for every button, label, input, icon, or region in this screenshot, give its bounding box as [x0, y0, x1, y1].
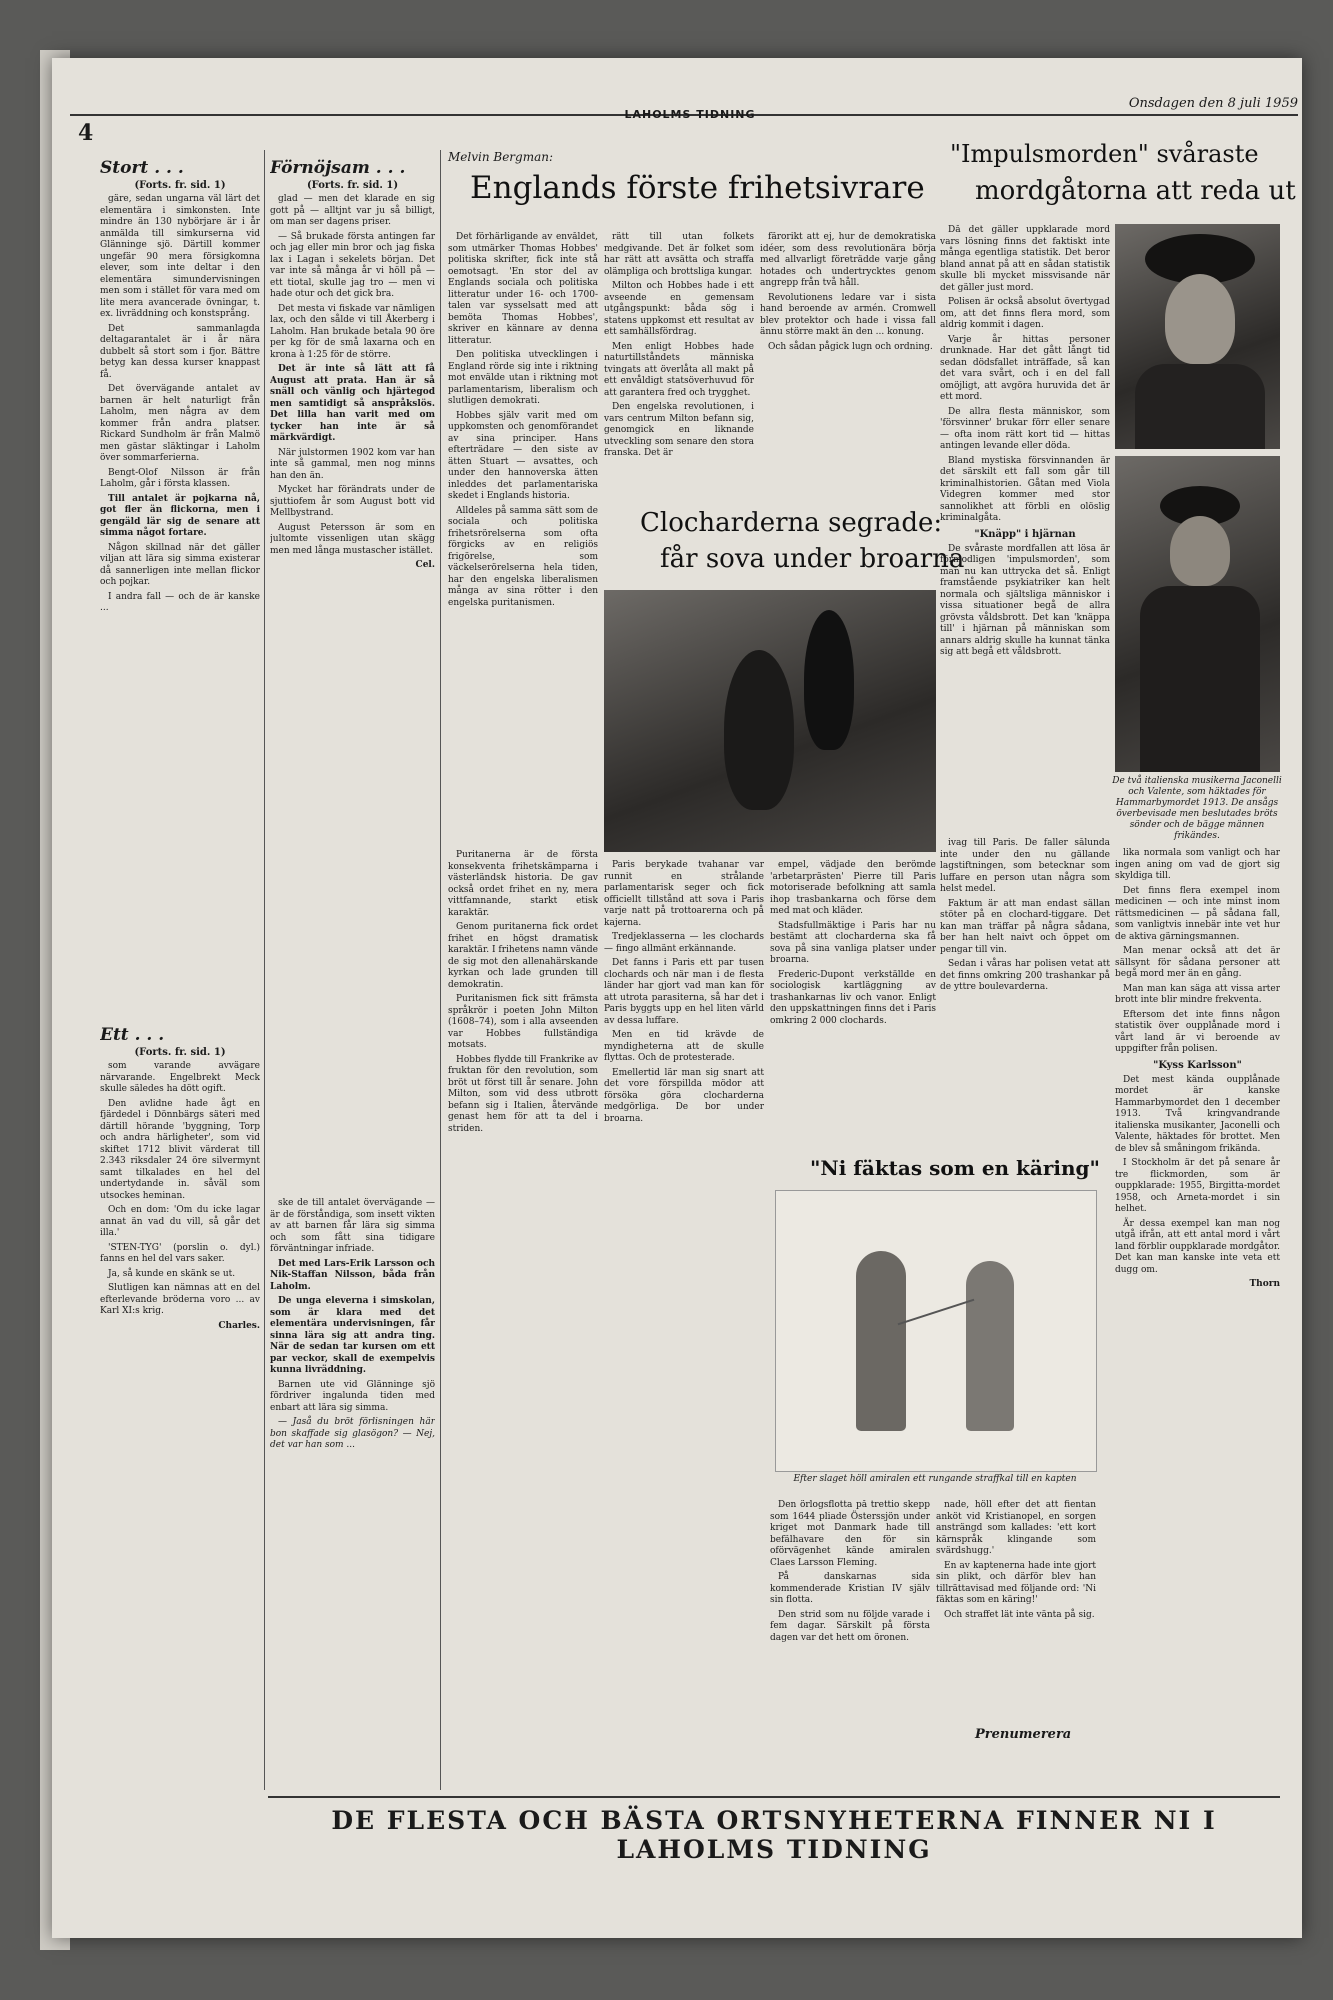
article-england-col2 — [604, 232, 754, 482]
paragraph: Den strid som nu följde varade i fem dagar. Särskilt på första dagen var det hett om öronen. — [770, 1609, 930, 1643]
paragraph: Genom puritanerna fick ordet frihet en högst dramatisk karaktär. I frihetens namn vände de sig mot den allenahärskande kyrkan och lade grunden till demokratin. — [448, 922, 598, 990]
paragraph: Alldeles på samma sätt som de sociala och politiska frihetsrörelserna som ofta förgicks av en religiös frigörelse, som väckelserörelserna hela tiden, har den engelska liberalismen många av sina rötter i den engelska puritanismen. — [448, 505, 598, 608]
paragraph: Faktum är att man endast sällan stöter på en clochard-tiggare. Det kan man träffar på några sådana, ber han helt naivt och öppet om pengar till vin. — [940, 898, 1110, 955]
paragraph: — Jaså du bröt förlisningen här bon skaffade sig glasögon? — Nej, det var han som ... — [270, 1417, 435, 1450]
paragraph: Tredjeklasserna — les clochards — fingo allmänt erkännande. — [604, 932, 764, 954]
paragraph: De unga eleverna i simskolan, som är klara med det elementära undervisningen, får sinna lära sig att andra ting. När de sedan tar kursen om ett par veckor, skall de exempelvis kunna livräddning. — [270, 1296, 435, 1375]
paragraph: Sedan i våras har polisen vetat att det finns omkring 200 trashankar på de yttre boulevarderna. — [940, 959, 1110, 992]
article-clochard-col2 — [770, 860, 936, 1140]
continued-note: (Forts. fr. sid. 1) — [134, 1047, 226, 1058]
paragraph: Och en dom: 'Om du icke lagar annat än vad du vill, så går det illa.' — [100, 1205, 260, 1238]
headline-fight: "Ni fäktas som en käring" — [810, 1156, 1100, 1180]
signature: I andra fall — och de är kanske ... — [100, 591, 260, 613]
paragraph: De allra flesta människor, som 'försvinner' brukar förr eller senare — ofta inom rätt kort tid — hittas antingen levande eller döda. — [940, 406, 1110, 451]
continued-note: (Forts. fr. sid. 1) — [134, 180, 226, 191]
paragraph: Varje år hittas personer drunknade. Har det gått långt tid sedan dödsfallet inträffade, så kan det vara svårt, och i en del fall omöjligt, att avgöra huruvida det är ett mord. — [940, 334, 1110, 402]
paragraph: Revolutionens ledare var i sista hand beroende av armén. Cromwell blev protektor och hade i vissa fall ännu större makt än den ... konung. — [760, 292, 936, 337]
sword-fight-illustration — [775, 1190, 1097, 1472]
paragraph: Slutligen kan nämnas att en del efterlevande bröderna voro ... av Karl XI:s krig. — [100, 1283, 260, 1316]
paragraph: På danskarnas sida kommenderade Kristian IV själv sin flotta. — [770, 1572, 930, 1605]
paragraph: De svåraste mordfallen att lösa är förmodligen 'impulsmorden', som man nu kan uttrycka det så. Enligt framstående psykiatriker kan helt normala och själtsliga människor i vissa situationer begå de allra grövsta våldsbrott. Det kan 'knäppa till' i hjärnan på människan som annars aldrig skulle ha kunnat tänka sig att begå ett våldsbrott. — [940, 543, 1110, 657]
article-england-col1 — [448, 232, 598, 844]
article-fight-col1 — [770, 1500, 930, 1785]
paragraph: Det sammanlagda deltagarantalet är i år nära dubbelt så stort som i fjor. Bättre betyg kan dessa kurser knappast få. — [100, 323, 260, 380]
paragraph: Och sådan pågick lugn och ordning. — [768, 341, 933, 352]
coat — [1140, 586, 1260, 772]
paragraph: Den engelska revolutionen, i vars centrum Milton befann sig, genomgick en liknande utveckling som senare den stora franska. Det är — [604, 402, 754, 458]
paragraph: En av kaptenerna hade inte gjort sin plikt, och därför blev han tillrättavisad med följande ord: 'Ni fäktas som en käring!' — [936, 1560, 1096, 1605]
kicker-stort: Stort . . . — [100, 158, 184, 178]
paragraph: Då det gäller uppklarade mord vars lösning finns det faktiskt inte många egentliga statistik. Det beror bland annat på att en sådan statistik skulle bli mycket missvisande när det gäller just mord. — [940, 225, 1110, 293]
subhead-knapp: "Knäpp" i hjärnan — [974, 528, 1076, 540]
continued-note: (Forts. fr. sid. 1) — [306, 180, 399, 191]
face — [1170, 516, 1230, 586]
fighter-left — [856, 1251, 906, 1431]
paragraph: färorikt att ej, hur de demokratiska idéer, som dess revolutionära börja med allvarligt företrädde varje gång hotades och undertrycktes genom angrepp från två håll. — [760, 232, 936, 288]
article-mord-col3 — [1115, 848, 1280, 1788]
paragraph: Det mesta vi fiskade var nämligen lax, och den sålde vi till Åkerberg i Laholm. Han brukade betala 90 öre per kg för de små laxarna och en krona à 1:25 för de större. — [270, 303, 435, 360]
paragraph: Frederic-Dupont verkställde en sociologisk kartläggning av trashankarnas liv och vanor. Enligt den uppskattningen finns det i Paris omkring 2 000 clochards. — [770, 969, 936, 1026]
paragraph: Ja, så kunde en skänk se ut. — [108, 1268, 236, 1279]
date-line: Onsdagen den 8 juli 1959 — [1128, 96, 1298, 111]
signature: Cel. — [415, 560, 435, 570]
paragraph: Det övervägande antalet av barnen är helt naturligt från Laholm, men några av dem kommer från andra platser. Rickard Sundholm är från Malmö men gästar släktingar i Laholm över sommarferierna. — [100, 384, 260, 463]
paragraph: Bengt-Olof Nilsson är från Laholm, går i första klassen. — [100, 467, 260, 489]
sword — [898, 1299, 975, 1326]
paragraph: Det mest kända oupplånade mordet är kanske Hammarbymordet den 1 december 1913. Två kringvandrande italienska musikanter, Jaconelli och Valente, häktades för brottet. Men de blev så småningom frikända. — [1115, 1074, 1280, 1154]
paragraph: Det med Lars-Erik Larsson och Nik-Staffan Nilsson, båda från Laholm. — [270, 1258, 435, 1292]
page-number: 4 — [78, 120, 94, 146]
paragraph: Barnen ute vid Glänninge sjö fördriver ingalunda tiden med enbart att lära sig simma. — [270, 1379, 435, 1413]
article-england-col3 — [760, 232, 936, 482]
article-clochard-col1 — [604, 860, 764, 1780]
clochard-photo — [604, 590, 936, 852]
headline-clochard-1: Clocharderna segrade: — [640, 508, 943, 538]
paragraph: ske de till antalet övervägande — är de förståndiga, som insett vikten av att barnen får lära sig simma och som fått sina tidigare förväntningar infriade. — [270, 1198, 435, 1254]
clochard-figure — [724, 650, 794, 810]
paragraph: Paris berykade tvahanar var runnit en strålande parlamentarisk seger och fick officiellt tillstånd att sova i Paris varje natt på trottoarerna och på kajerna. — [604, 860, 764, 928]
paragraph: Milton och Hobbes hade i ett avseende en gemensam utgångspunkt: båda sög i statens uppkomst ett resultat av ett samhällsfördrag. — [604, 281, 754, 337]
paragraph: nade, höll efter det att fientan anköt vid Kristianopel, en sorgen ansträngd som kallades: 'ett kort kärnspråk klingande som svärdshugg.' — [936, 1500, 1096, 1556]
paragraph: empel, vädjade den berömde 'arbetarprästen' Pierre till Paris motoriserade befolkning att samla ihop trasbankarna och förse dem med mat och kläder. — [770, 860, 936, 916]
byline: Melvin Bergman: — [448, 150, 554, 164]
standing-figure — [804, 610, 854, 750]
paragraph: Hobbes själv varit med om uppkomsten och genomförandet av sina principer. Hans efterträdare — den siste av ätten Stuart — avsattes, och under den hannoverska ätten inleddes det parlamentariska skedet i Englands historia. — [448, 410, 598, 501]
article-mord-col2 — [940, 838, 1110, 1148]
column-rule — [264, 150, 265, 1790]
paragraph: Någon skillnad när det gäller viljan att lära sig simma existerar då sannerligen inte mellan flickor och pojkar. — [100, 542, 260, 587]
paragraph: Men en tid krävde de myndigheterna att de skulle flyttas. Och de protesterade. — [604, 1030, 764, 1063]
subhead-kyss: "Kyss Karlsson" — [1153, 1059, 1242, 1071]
paragraph: glad — men det klarade en sig gott på — alltjnt var ju så billigt, om man ser dagens priser. — [270, 194, 435, 227]
article-england-col1-cont — [448, 850, 598, 1790]
kicker-ett: Ett . . . — [100, 1025, 165, 1045]
portrait-photo-1 — [1115, 224, 1280, 449]
paragraph: Det fanns i Paris ett par tusen clochards och när man i de flesta länder har gjort vad man kan för att utrota parasiterna, så har det i Paris byggts upp en hel liten värld av dessa luffare. — [604, 958, 764, 1026]
illustration-caption: Efter slaget höll amiralen ett rungande straffkal till en kapten — [793, 1474, 1077, 1484]
paragraph: Man menar också att det är sällsynt för sådana personer att begå mord mer än en gång. — [1115, 946, 1280, 979]
paragraph: — Så brukade första antingen far och jag eller min bror och jag fiska lax i Lagan i sekelets början. Det var inte så många år vi höll på — ett tiotal, skulle jag tro — men vi hade otur och det gick bra. — [270, 231, 435, 299]
signature: Thorn — [1249, 1279, 1280, 1289]
paragraph: Den örlogsflotta på trettio skepp som 1644 pliade Österssjön under kriget mot Danmark hade till befälhavare den för sin oförvägenhet kände amiralen Claes Larsson Fleming. — [770, 1500, 930, 1568]
masthead: LAHOLMS TIDNING — [624, 108, 756, 121]
headline-mord-1: "Impulsmorden" svåraste — [950, 140, 1259, 168]
paragraph: rätt till utan folkets medgivande. Det är folket som har rätt att avsätta och straffa olämpliga och brottsliga kungar. — [604, 232, 754, 277]
paragraph: Mycket har förändrats under de sjuttiofem år som August bott vid Mellbystrand. — [270, 485, 435, 518]
coat — [1135, 364, 1265, 449]
article-fight-col2 — [936, 1500, 1096, 1720]
article-fornojsam — [270, 158, 435, 1178]
fighter-right — [966, 1261, 1014, 1431]
paragraph: 'STEN-TYG' (porslin o. dyl.) fanns en hel del vars saker. — [100, 1242, 260, 1264]
article-stort — [100, 158, 260, 998]
headline-clochard-2: får sova under broarna — [660, 544, 965, 574]
portrait-caption: De två italienska musikerna Jaconelli och Valente, som häktades för Hammarbymordet 1913. De ansågs överbevisade men beslutades bröts sönder och de bägge männen frikändes. — [1112, 776, 1282, 841]
paragraph: Puritanismen fick sitt främsta språkrör i poeten John Milton (1608–74), som i alla avseenden var Hobbes fullständiga motsats. — [448, 994, 598, 1050]
paragraph: ivag till Paris. De faller sålunda inte under den nu gällande lagstiftningen, som betecknar som luffare en person utan några som helst medel. — [940, 838, 1110, 894]
banner-rule — [268, 1796, 1280, 1798]
paragraph: Hobbes flydde till Frankrike av fruktan för den revolution, som bröt ut först till år senare. John Milton, som vid dess utbrott befann sig i Italien, återvände genast hem för att ta del i striden. — [448, 1054, 598, 1134]
paragraph: Stadsfullmäktige i Paris har nu bestämt att clocharderna ska få sova på sina vanliga platser under broarna. — [770, 920, 936, 965]
paragraph: Eftersom det inte finns någon statistik över oupplånade mord i vårt land är vi beroende av uppgifter från polisen. — [1115, 1009, 1280, 1054]
subscribe-notice: Prenumerera — [975, 1727, 1072, 1742]
article-ett — [100, 1025, 260, 1785]
paragraph: August Petersson är som en jultomte vissenligen utan skägg men med långa mustascher istället. — [270, 522, 435, 556]
bottom-banner: DE FLESTA OCH BÄSTA ORTSNYHETERNA FINNER NI I LAHOLMS TIDNING — [331, 1806, 1217, 1864]
paragraph: När julstormen 1902 kom var han inte så gammal, men nog minns han den än. — [270, 447, 435, 481]
column-rule — [440, 150, 441, 1790]
headline-england: Englands förste frihetsivrare — [470, 170, 925, 206]
paragraph: Är dessa exempel kan man nog utgå ifrån, att ett antal mord i vårt land förblir ouppklarade mordgåtor. Det kan man kanske inte veta ett dugg om. — [1115, 1218, 1280, 1275]
paragraph: Men enligt Hobbes hade naturtillståndets människa tvingats att överlåta all makt på ett envåldigt statsöverhuvud för att garantera fred och trygghet. — [604, 341, 754, 398]
paragraph: Den avlidne hade ågt en fjärdedel i Dönnbärgs säteri med därtill hörande 'byggning, Torp och andra härligheter', som vid skiftet 1712 blivit värderat till 2.343 riksdaler 24 öre silvermynt samt tilkalades en hel del undertydande in. såväl som utsockes heminan. — [100, 1098, 260, 1201]
paragraph: lika normala som vanligt och har ingen aning om vad de gjort sig skyldiga till. — [1115, 848, 1280, 881]
paragraph: Det finns flera exempel inom medicinen — och inte minst inom rättsmedicinen — på sådana fall, som vanligtvis innebär inte vet hur de aktiva gärningsmannen. — [1115, 885, 1280, 942]
paragraph: Puritanerna är de första konsekventa frihetskämparna i västerländsk historia. De gav också ordet frihet en ny, mera vittfamnande, starkt etisk karaktär. — [448, 850, 598, 918]
paragraph: Emellertid lär man sig snart att det vore förspillda mödor att försöka göra clocharderna medgörliga. De bor under broarna. — [604, 1067, 764, 1124]
kicker-fornojsam: Förnöjsam . . . — [270, 158, 406, 178]
article-fornojsam-cont — [270, 1198, 435, 1788]
paragraph: Bland mystiska försvinnanden är det särskilt ett fall som går till kriminalhistorien. Gåtan med Viola Videgren kommer med stor sannolikhet att förbli en olöslig kriminalgåta. — [940, 455, 1110, 523]
portrait-photo-2 — [1115, 456, 1280, 772]
paragraph: Till antalet är pojkarna nå, got fler än flickorna, men i gengäld lär sig de senare att simma något fortare. — [100, 493, 260, 538]
signature: Charles. — [218, 1320, 260, 1331]
paragraph: Polisen är också absolut övertygad om, att det finns flera mord, som aldrig kommit i dagen. — [940, 297, 1110, 330]
paragraph: Den politiska utvecklingen i England rörde sig inte i riktning mot envälde utan i riktning mot parlamentarism, liberalism och slutligen demokrati. — [448, 350, 598, 406]
headline-mord-2: mordgåtorna att reda ut — [975, 176, 1296, 206]
paragraph: Det är inte så lätt att få August att prata. Han är så snäll och vänlig och hjärtegod men samtidigt så anspråkslös. Det lilla han varit med om tycker han inte är så märkvärdigt. — [270, 364, 435, 443]
paragraph: som varande avvägare närvarande. Engelbrekt Meck skulle säledes ha dött ogift. — [100, 1061, 260, 1094]
paragraph: gäre, sedan ungarna väl lärt det elementära i simkonsten. Inte mindre än 130 nybörjare är i år anmälda till simkurserna vid Glänninge sjö. Därtill kommer ungefär 90 mera försigkomna elever, som inte deltar i den elementära simundervisningen men som i stället för vara med om lite mera avancerade övningar, t. ex. livräddning och konstsprång. — [100, 194, 260, 319]
paragraph: Och straffet lät inte vänta på sig. — [944, 1609, 1095, 1620]
face — [1165, 274, 1235, 364]
paragraph: I Stockholm är det på senare år tre flickmorden, som är ouppklarade: 1955, Birgitta-mordet 1958, och Arneta-mordet i sin helhet. — [1115, 1158, 1280, 1214]
paragraph: Det förhärligande av envåldet, som utmärker Thomas Hobbes' politiska skrifter, fick inte stå oemotsagt. 'En stor del av Englands sociala och politiska litteratur under 16- och 1700-talen var sysselsatt med att bemöta Thomas Hobbes', skriver en kännare av denna litteratur. — [448, 232, 598, 346]
paragraph: Man man kan säga att vissa arter brott inte blir mindre frekventa. — [1115, 983, 1280, 1005]
